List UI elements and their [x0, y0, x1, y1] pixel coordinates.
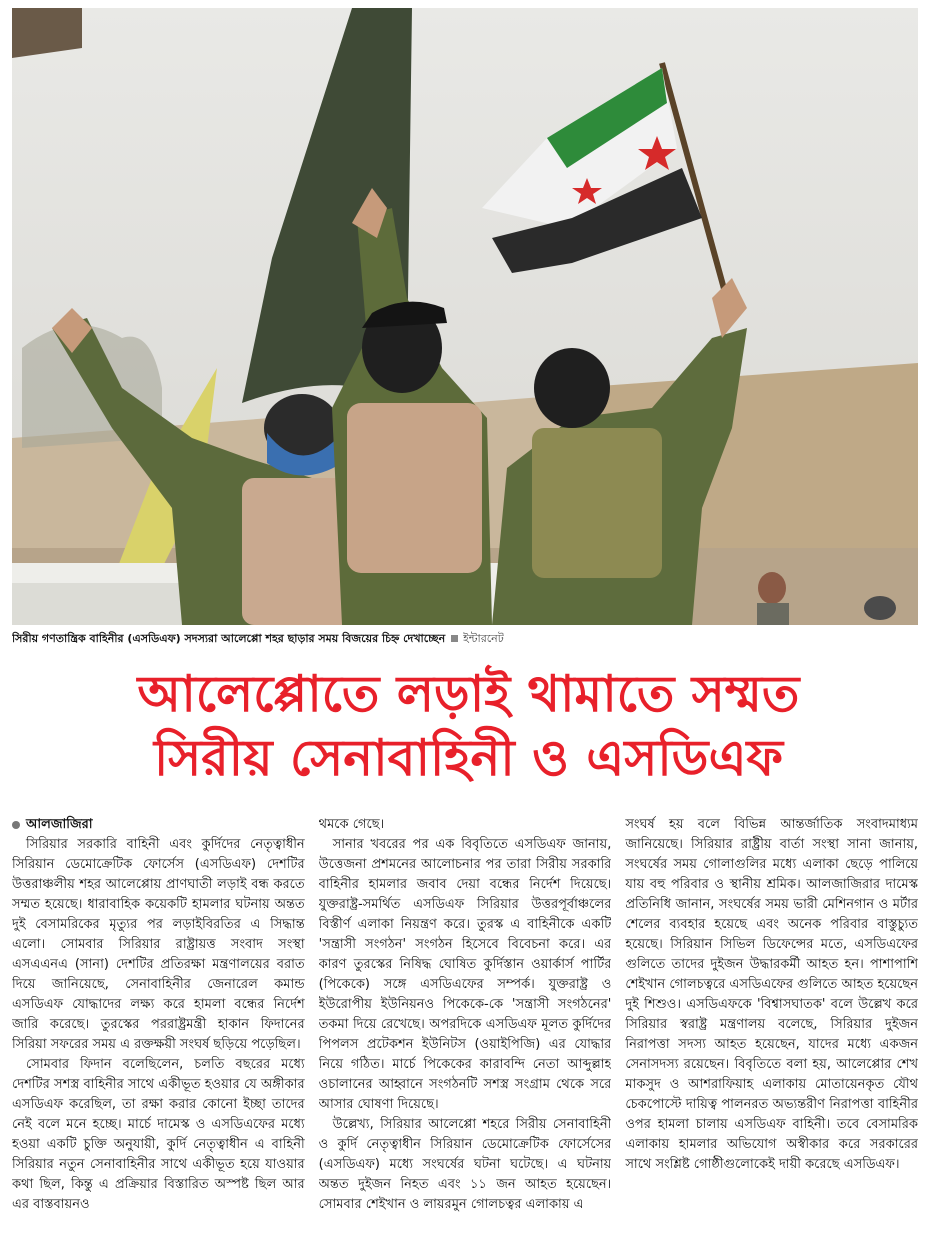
caption-credit: ইন্টারনেট [463, 632, 504, 645]
byline [12, 815, 305, 835]
headline-line-2: সিরীয় সেনাবাহিনী ও এসডিএফ [153, 729, 784, 787]
paragraph: সিরিয়ার সরকারি বাহিনী এবং কুর্দিদের নেতৃত্বাধীন সিরিয়ান ডেমোক্রেটিক ফোর্সেস (এসডিএফ) দেশটির উত্তরাঞ্চলীয় শহর আলেপ্পোয় প্রাণঘাতী লড়াই বন্ধ করতে সম্মত হয়েছে। ধারাবাহিক কয়েকটি হামলার ঘটনায় অন্তত দুই বেসামরিকের মৃত্যুর পর লড়াইবিরতির এ সিদ্ধান্ত এলো। সোমবার সিরিয়ার রাষ্ট্রায়ত্ত সংবাদ সংস্থা এসএএনএ (সানা) দেশটির প্রতিরক্ষা মন্ত্রণালয়ের বরাত দিয়ে জানিয়েছে, সেনাবাহিনীর জেনারেল কমান্ড এসডিএফ যোদ্ধাদের লক্ষ্য করে হামলা বন্ধের নির্দেশ জারি করেছে। তুরস্কের পররাষ্ট্রমন্ত্রী হাকান ফিদানের সিরিয়া সফরের সময় এ রক্তক্ষয়ী সংঘর্ষ ছড়িয়ে পড়েছিল। [12, 837, 305, 1052]
article-body [12, 815, 918, 1230]
article-column-2 [319, 815, 612, 1230]
headline [0, 662, 937, 790]
paragraph: সোমবার ফিদান বলেছিলেন, চলতি বছরের মধ্যে দেশটির সশস্ত্র বাহিনীর সাথে একীভূত হওয়ার যে অঙ্গীকার এসডিএফ করেছিল, তা রক্ষা করার কোনো ইচ্ছা তাদের নেই বলে মনে হচ্ছে। মার্চে দামেস্ক ও এসডিএফের মধ্যে হওয়া একটি চুক্তি অনুযায়ী, কুর্দি নেতৃত্বাধীন এ বাহিনী সিরিয়ার নতুন সেনাবাহিনীর সাথে একীভূত হয়ে যাওয়ার কথা ছিল, কিন্তু এ প্রক্রিয়ার বিস্তারিত অস্পষ্ট ছিল আর এর বাস্তবায়নও [12, 1057, 305, 1212]
headline-line-1: আলেপ্পোতে লড়াই থামাতে সম্মত [137, 665, 800, 723]
news-photo [12, 8, 918, 625]
article-column-3 [625, 815, 918, 1230]
article-column-1 [12, 815, 305, 1230]
caption-text: সিরীয় গণতান্ত্রিক বাহিনীর (এসডিএফ) সদস্যরা আলেপ্পো শহর ছাড়ার সময় বিজয়ের চিহ্ন দেখাচ্ছেন [12, 632, 446, 645]
bullet-icon [12, 821, 20, 829]
photo-fighters-with-flag [12, 8, 918, 625]
paragraph: থমকে গেছে। [318, 817, 385, 832]
paragraph: উল্লেখ্য, সিরিয়ার আলেপ্পো শহরে সিরীয় সেনাবাহিনী ও কুর্দি নেতৃত্বাধীন সিরিয়ান ডেমোক্রেটিক ফোর্সেসের (এসডিএফ) মধ্যে সংঘর্ষের ঘটনা ঘটেছে। এ ঘটনায় অন্তত দুইজন নিহত এবং ১১ জন আহত হয়েছেন। সোমবার শেইখান ও লায়রমুন গোলচত্বর এলাকায় এ [318, 1117, 612, 1212]
photo-caption [12, 630, 918, 648]
square-bullet-icon [451, 635, 458, 642]
paragraph: সংঘর্ষ হয় বলে বিভিন্ন আন্তর্জাতিক সংবাদমাধ্যম জানিয়েছে। সিরিয়ার রাষ্ট্রীয় বার্তা সংস্থা সানা জানায়, সংঘর্ষের সময় গোলাগুলির মধ্যে এলাকা ছেড়ে পালিয়ে যায় বহু পরিবার ও স্থানীয় শ্রমিক। আলজাজিরার দামেস্ক প্রতিনিধি জানান, সংঘর্ষের সময় ভারী মেশিনগান ও মর্টার শেলের ব্যবহার হয়েছে এবং অনেক পরিবার বাস্তুচ্যুত হয়েছে। সিরিয়ান সিভিল ডিফেন্সের মতে, এসডিএফের গুলিতে তাদের দুইজন উদ্ধারকর্মী আহত হন। পাশাপাশি শেইখান গোলচত্বরে এসডিএফের গুলিতে আহত হয়েছেন দুই শিশুও। এসডিএফকে 'বিশ্বাসঘাতক' বলে উল্লেখ করে সিরিয়ার স্বরাষ্ট্র মন্ত্রণালয় বলেছে, সিরিয়ার দুইজন নিরাপত্তা সদস্য আহত হয়েছেন, যাদের মধ্যে একজন সেনাসদস্য রয়েছেন। বিবৃতিতে বলা হয়, আলেপ্পোর শেখ মাকসুদ ও আশরাফিয়াহ এলাকায় মোতায়েনকৃত যৌথ চেকপোস্টে দায়িত্ব পালনরত অভ্যন্তরীণ নিরাপত্তা বাহিনীর ওপর হামলা চালায় এসডিএফ বাহিনী। তবে বেসামরিক এলাকায় হামলার অভিযোগ অস্বীকার করে সরকারের সাথে সংশ্লিষ্ট গোষ্ঠীগুলোকেই দায়ী করেছে এসডিএফ। [625, 817, 919, 1172]
paragraph: সানার খবরের পর এক বিবৃতিতে এসডিএফ জানায়, উত্তেজনা প্রশমনের আলোচনার পর তারা সিরীয় সরকারি বাহিনীর হামলার জবাব দেয়া বন্ধের নির্দেশ দিয়েছে। যুক্তরাষ্ট্র-সমর্থিত এসডিএফ সিরিয়ার উত্তরপূর্বাঞ্চলের বিস্তীর্ণ এলাকা নিয়ন্ত্রণ করে। তুরস্ক এ বাহিনীকে একটি 'সন্ত্রাসী সংগঠন' সংগঠন হিসেবে বিবেচনা করে। এর কারণ তুরস্কের নিষিদ্ধ ঘোষিত কুর্দিস্তান ওয়ার্কার্স পার্টির (পিকেকে) সঙ্গে এসডিএফের সম্পর্ক। যুক্তরাষ্ট্র ও ইউরোপীয় ইউনিয়নও পিকেকে-কে 'সন্ত্রাসী সংগঠনের' তকমা দিয়ে রেখেছে। অপরদিকে এসডিএফ মূলত কুর্দিদের পিপলস প্রটেকশন ইউনিটস (ওয়াইপিজি) এর যোদ্ধার নিয়ে গঠিত। মার্চে পিকেকের কারাবন্দি নেতা আব্দুল্লাহ ওচালানের আহ্বানে সংগঠনটি সশস্ত্র সংগ্রাম থেকে সরে আসার ঘোষণা দিয়েছে। [318, 837, 612, 1112]
byline-source: আলজাজিরা [26, 817, 93, 832]
